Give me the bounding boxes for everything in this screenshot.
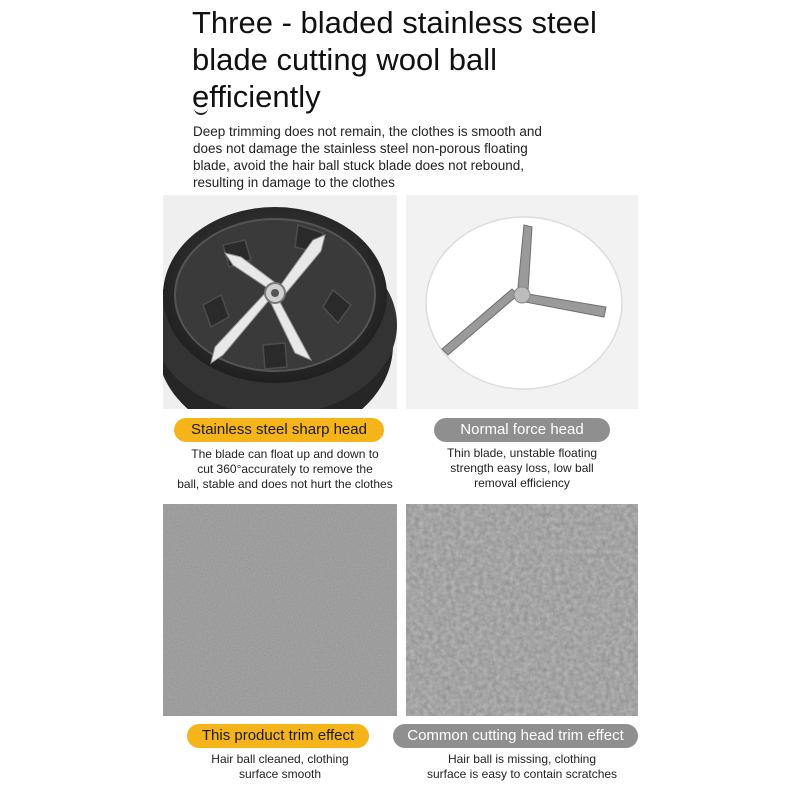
smooth-fabric-texture xyxy=(163,504,397,716)
intro-line-2: does not damage the stainless steel non-porous floating xyxy=(193,141,528,156)
stainless-blade-illustration xyxy=(163,195,397,409)
normal-head-label: Normal force head xyxy=(434,418,610,442)
normal-caption-line-3: removal efficiency xyxy=(474,476,570,490)
intro-text xyxy=(193,123,613,191)
common-caption-line-2: surface is easy to contain scratches xyxy=(426,767,618,781)
headline xyxy=(192,4,652,115)
headline-line-1: Three - bladed stainless steel xyxy=(192,5,597,40)
intro-line-1: Deep trimming does not remain, the clothes is smooth and xyxy=(193,124,542,139)
pilled-fabric-texture xyxy=(406,504,638,716)
stainless-blade-image xyxy=(163,195,397,409)
product-trim-label: This product trim effect xyxy=(187,724,369,748)
normal-head-caption xyxy=(406,446,638,491)
stainless-head-caption xyxy=(163,447,407,492)
headline-line-2: blade cutting wool ball xyxy=(192,42,498,77)
normal-head-image xyxy=(406,195,638,409)
intro-line-4: resulting in damage to the clothes xyxy=(193,175,395,190)
normal-caption-line-1: Thin blade, unstable floating xyxy=(446,446,598,460)
headline-line-3: efficiently xyxy=(192,79,321,114)
common-trim-caption xyxy=(400,752,644,782)
product-caption-line-1: Hair ball cleaned, clothing xyxy=(211,752,349,766)
normal-head-illustration xyxy=(406,195,638,409)
common-trim-label: Common cutting head trim effect xyxy=(393,724,638,748)
product-trim-fabric-image xyxy=(163,504,397,716)
intro-line-3: blade, avoid the hair ball stuck blade does not rebound, xyxy=(193,158,524,173)
stainless-caption-line-1: The blade can float up and down to xyxy=(191,447,379,461)
stainless-head-label: Stainless steel sharp head xyxy=(174,418,384,442)
stainless-caption-line-3: ball, stable and does not hurt the clothes xyxy=(177,477,393,491)
product-caption-line-2: surface smooth xyxy=(238,767,322,781)
common-trim-fabric-image xyxy=(406,504,638,716)
stainless-caption-line-2: cut 360°accurately to remove the xyxy=(197,462,373,476)
normal-caption-line-2: strength easy loss, low ball xyxy=(450,461,594,475)
product-trim-caption xyxy=(163,752,397,782)
common-caption-line-1: Hair ball is missing, clothing xyxy=(447,752,597,766)
